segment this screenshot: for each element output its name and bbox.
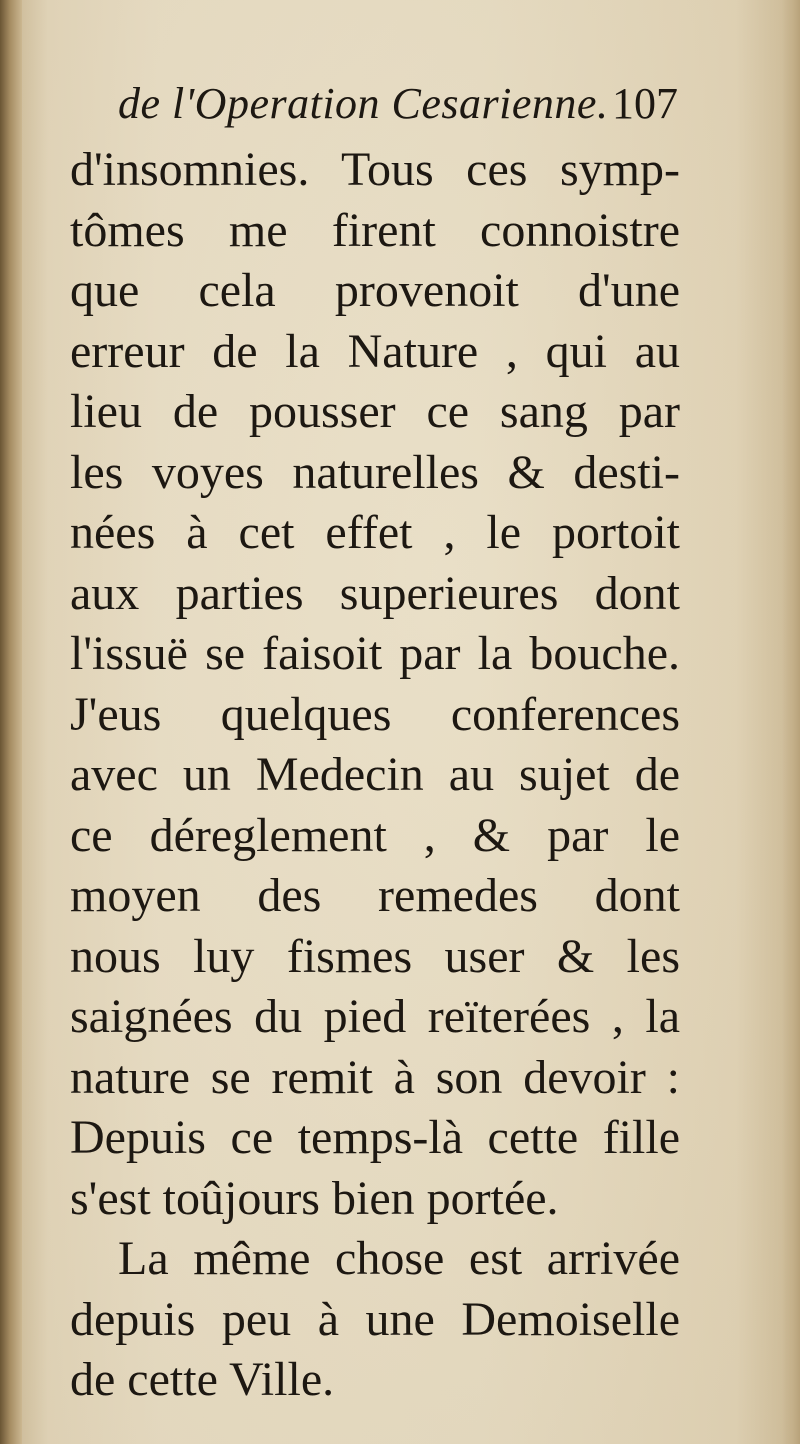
text-line: que cela provenoit d'une	[70, 264, 680, 317]
binding-edge	[0, 0, 22, 1444]
text-line: moyen des remedes dont	[70, 869, 680, 922]
running-title: de l'Operation Cesarienne.	[118, 79, 609, 128]
text-line: nous luy fismes user & les	[70, 929, 680, 983]
text-line: nature se remit à son devoir :	[70, 1050, 680, 1104]
text-line: saignées du pied reïterées , la	[70, 990, 680, 1043]
text-line: erreur de la Nature , qui au	[70, 324, 680, 378]
text-line: lieu de pousser ce sang par	[70, 385, 680, 438]
text-line: depuis peu à une Demoiselle	[70, 1292, 680, 1346]
text-line: tômes me firent connoistre	[70, 203, 680, 257]
text-line: aux parties superieures dont	[70, 566, 680, 620]
page-number: 107	[612, 79, 678, 128]
text-line: l'issuë se faisoit par la bouche.	[70, 627, 680, 680]
text-line: s'est toûjours bien portée.	[70, 1171, 559, 1225]
text-line: ce déreglement , & par le	[70, 808, 680, 862]
page-header	[118, 78, 678, 138]
text-line: avec un Medecin au sujet de	[70, 748, 680, 801]
text-line: de cette Ville.	[70, 1353, 335, 1406]
text-line: J'eus quelques conferences	[70, 687, 680, 741]
text-line: les voyes naturelles & desti-	[70, 445, 680, 499]
text-line: La même chose est arrivée	[118, 1232, 680, 1285]
text-line: nées à cet effet , le portoit	[70, 506, 680, 559]
text-line: Depuis ce temps-là cette fille	[70, 1111, 680, 1164]
text-line: d'insomnies. Tous ces symp-	[70, 143, 680, 196]
page-edge	[782, 0, 800, 1444]
body-text	[70, 140, 680, 1411]
